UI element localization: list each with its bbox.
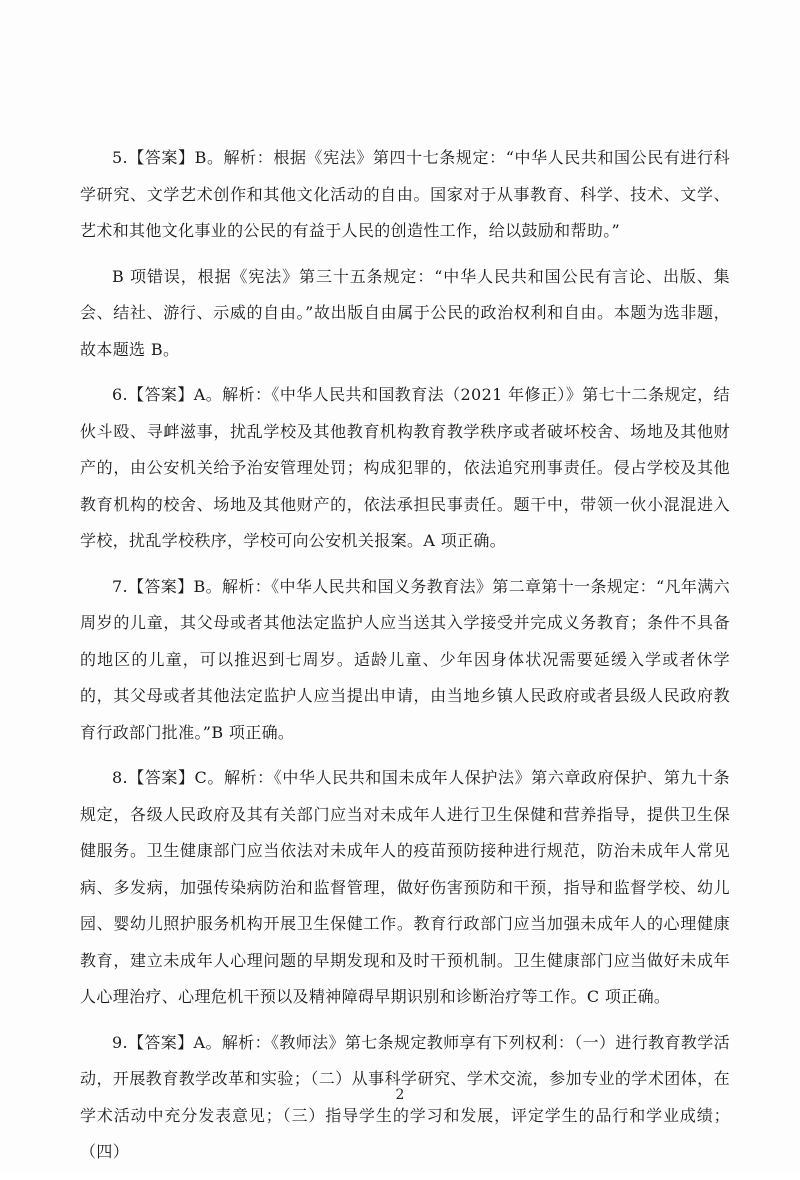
explanation-q5: 5.【答案】B。解析：根据《宪法》第四十七条规定：“中华人民共和国公民有进行科学研究、文学艺术创作和其他文化活动的自由。国家对于从事教育、科学、技术、文学、艺术和其他文化事业的公民的有益于人民的创造性工作，给以鼓励和帮助。” xyxy=(80,148,730,240)
explanation-q5-continued: B 项错误，根据《宪法》第三十五条规定：“中华人民共和国公民有言论、出版、集会、结社、游行、示威的自由。”故出版自由属于公民的政治权利和自由。本题为选非题，故本题选 B。 xyxy=(80,266,730,359)
answer-explanations xyxy=(80,140,730,1180)
explanation-q9: 9.【答案】A。解析：《教师法》第七条规定教师享有下列权利：（一）进行教育教学活动，开展教育教学改革和实验；（二）从事科学研究、学术交流，参加专业的学术团体，在学术活动中充分发表意见；（三）指导学生的学习和发展，评定学生的品行和学业成绩；（四） xyxy=(80,1032,730,1161)
explanation-q8: 8.【答案】C。解析：《中华人民共和国未成年人保护法》第六章政府保护、第九十条规定，各级人民政府及其有关部门应当对未成年人进行卫生保健和营养指导，提供卫生保健服务。卫生健康部门应当依法对未成年人的疫苗预防接种进行规范，防治未成年人常见病、多发病，加强传染病防治和监督管理，做好伤害预防和干预，指导和监督学校、幼儿园、婴幼儿照护服务机构开展卫生保健工作。教育行政部门应当加强未成年人的心理健康教育，建立未成年人心理问题的早期发现和及时干预机制。卫生健康部门应当做好未成年人心理治疗、心理危机干预以及精神障碍早期识别和诊断治疗等工作。C 项正确。 xyxy=(80,768,730,1006)
explanation-q6: 6.【答案】A。解析：《中华人民共和国教育法（2021 年修正）》第七十二条规定，结伙斗殴、寻衅滋事，扰乱学校及其他教育机构教育教学秩序或者破坏校舍、场地及其他财产的，由公安机关给予治安管理处罚；构成犯罪的，依法追究刑事责任。侵占学校及其他教育机构的校舍、场地及其他财产的，依法承担民事责任。题干中，带领一伙小混混进入学校，扰乱学校秩序，学校可向公安机关报案。A 项正确。 xyxy=(80,385,730,550)
explanation-q7: 7.【答案】B。解析：《中华人民共和国义务教育法》第二章第十一条规定：“凡年满六周岁的儿童，其父母或者其他法定监护人应当送其入学接受并完成义务教育；条件不具备的地区的儿童，可以推迟到七周岁。适龄儿童、少年因身体状况需要延缓入学或者休学的，其父母或者其他法定监护人应当提出申请，由当地乡镇人民政府或者县级人民政府教育行政部门批准。”B 项正确。 xyxy=(80,576,730,742)
page-number: 2 xyxy=(395,1087,405,1103)
